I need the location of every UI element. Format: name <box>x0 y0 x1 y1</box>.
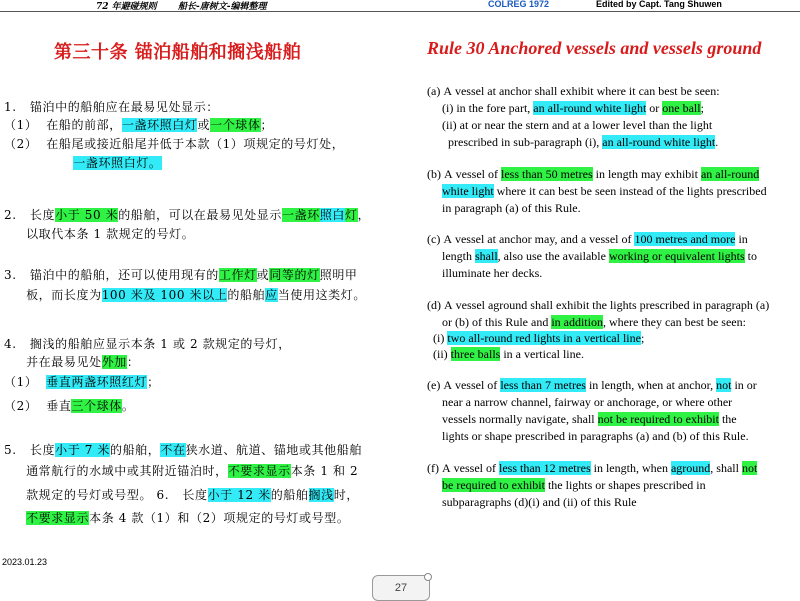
text-segment: 本条 1 和 2 <box>290 464 359 478</box>
left-text-line <box>4 397 134 415</box>
left-text-line <box>4 353 140 371</box>
highlight-cyan: 垂直两盏环照红灯 <box>46 375 148 389</box>
left-text-line <box>4 335 291 353</box>
highlight-green: 不要求显示 <box>26 511 90 525</box>
text-segment: 时， <box>333 488 359 502</box>
left-text-line <box>4 462 358 480</box>
text-segment: 并在最易见处 <box>4 355 102 369</box>
text-segment: 当使用这类灯。 <box>277 288 366 302</box>
highlight-green: an all-round <box>700 167 760 181</box>
highlight-cyan: 搁浅 <box>308 488 334 502</box>
text-segment: (d) A vessel aground shall exhibit the lights prescribed in paragraph (a) <box>427 298 770 312</box>
left-text-line <box>4 206 370 224</box>
text-segment: 或 <box>256 268 270 282</box>
highlight-green: one ball <box>662 101 701 115</box>
text-segment: ； <box>147 375 160 389</box>
page-corner-icon <box>424 573 432 581</box>
text-segment: ； <box>260 118 274 132</box>
text-segment: （2） 垂直 <box>4 399 72 413</box>
right-text-line <box>427 100 704 117</box>
page-number: 27 <box>394 582 408 594</box>
text-segment: (ii) at or near the stern and at a lower level than the light <box>427 118 713 132</box>
right-text-line <box>427 248 757 265</box>
highlight-cyan: aground <box>670 461 711 475</box>
highlight-green: three balls <box>450 347 501 361</box>
right-text-line <box>427 183 767 200</box>
highlight-cyan: two all-round red lights in a vertical line <box>447 331 641 345</box>
text-segment: 。 <box>121 399 135 413</box>
highlight-cyan: 小于 7 米 <box>55 443 110 457</box>
text-segment: (i) in the fore part, <box>427 101 534 115</box>
highlight-green: 工作灯 <box>218 268 257 282</box>
left-text-line <box>4 98 219 116</box>
right-text-line <box>427 117 712 134</box>
text-segment: in or <box>731 378 757 392</box>
text-segment: 的船舶 <box>270 488 309 502</box>
text-segment: , also use the available <box>497 249 609 263</box>
left-text-line <box>4 486 359 504</box>
text-segment: 照明甲 <box>319 268 358 282</box>
text-segment: (f) A vessel of <box>427 461 499 475</box>
left-text-line <box>4 509 349 527</box>
highlight-cyan: 不在 <box>160 443 186 457</box>
highlight-green: working or equivalent lights <box>608 249 745 263</box>
left-page-title: 第三十条 锚泊船舶和搁浅船舶 <box>54 42 302 63</box>
text-segment: 2. 长度 <box>4 208 56 222</box>
right-text-line <box>427 200 581 217</box>
text-segment: ， <box>357 208 371 222</box>
text-segment: (e) A vessel of <box>427 378 501 392</box>
text-segment: （1） 在船的前部， <box>4 118 122 132</box>
text-segment: 通常航行的水域中或其附近锚泊时， <box>4 464 228 478</box>
text-segment: (c) A vessel at anchor may, and a vessel of <box>427 232 635 246</box>
text-segment: (ii) <box>427 347 451 361</box>
highlight-green: 三个球体 <box>71 399 122 413</box>
text-segment: 或 <box>197 118 211 132</box>
header-left-editor: 船长-唐树文-编辑整理 <box>178 2 267 12</box>
text-segment: in length may exhibit <box>592 167 701 181</box>
right-text-line <box>427 314 746 331</box>
highlight-green: 同等的灯 <box>269 268 320 282</box>
highlight-cyan: 100 米及 100 米以上 <box>101 288 228 302</box>
text-segment: near a narrow channel, fairway or anchorage, or where other <box>427 395 733 409</box>
right-text-line <box>427 231 748 248</box>
text-segment: illuminate her decks. <box>427 266 543 280</box>
right-text-line <box>427 460 757 477</box>
right-text-line <box>427 394 732 411</box>
text-segment: in length, when <box>590 461 671 475</box>
left-text-line <box>38 154 162 172</box>
right-text-line <box>427 134 718 151</box>
highlight-green: not <box>741 461 758 475</box>
left-text-line <box>4 225 194 243</box>
text-segment: the lights or shapes prescribed in <box>544 478 706 492</box>
text-segment: 5. 长度 <box>4 443 56 457</box>
text-segment: prescribed in sub-paragraph (i), <box>427 135 603 149</box>
right-text-line <box>427 265 542 282</box>
highlight-green: 一盏环 <box>282 208 320 222</box>
text-segment: , shall <box>710 461 742 475</box>
text-segment: the <box>718 412 737 426</box>
text-segment: 4. 搁浅的船舶应显示本条 1 或 2 款规定的号灯， <box>4 337 291 351</box>
text-segment: ; <box>640 331 645 345</box>
text-segment <box>4 511 26 525</box>
left-text-line <box>4 441 362 459</box>
highlight-green: be required to exhibit <box>442 478 545 492</box>
highlight-cyan: 一盏环照白灯 <box>121 118 198 132</box>
highlight-cyan: white light <box>442 184 494 198</box>
text-segment <box>38 156 73 170</box>
highlight-green: 外加 <box>101 355 127 369</box>
right-text-line <box>427 166 759 183</box>
text-segment: lights or shape prescribed in paragraphs (a) and (b) of this Rule. <box>427 429 749 443</box>
right-text-line <box>427 83 720 100</box>
highlight-cyan: 小于 12 米 <box>207 488 271 502</box>
right-text-line <box>427 330 644 347</box>
text-segment: to <box>744 249 757 263</box>
highlight-cyan: shall <box>475 249 498 263</box>
highlight-cyan: 照白 <box>319 208 346 222</box>
text-segment: in a vertical line. <box>500 347 584 361</box>
left-text-line <box>4 266 358 284</box>
text-segment: 本条 4 款（1）和（2）项规定的号灯或号型。 <box>89 511 350 525</box>
header-right-editor: Edited by Capt. Tang Shuwen <box>596 0 722 9</box>
text-segment: subparagraphs (d)(i) and (ii) of this Rule <box>427 495 637 509</box>
text-segment: 款规定的号灯或号型。 6. 长度 <box>4 488 208 502</box>
text-segment <box>427 478 442 492</box>
right-text-line <box>427 494 637 511</box>
highlight-green: in addition <box>551 315 603 329</box>
left-text-line <box>4 286 366 304</box>
page-number-box[interactable] <box>372 575 430 601</box>
text-segment: （1） <box>4 375 47 389</box>
text-segment: (i) <box>427 331 448 345</box>
highlight-cyan: 应 <box>265 288 278 302</box>
text-segment: 3. 锚泊中的船舶，还可以使用现有的 <box>4 268 219 282</box>
text-segment: 的船舶，可以在最易见处显示 <box>118 208 283 222</box>
highlight-green: 不要求显示 <box>227 464 291 478</box>
footer-date: 2023.01.23 <box>2 557 48 567</box>
text-segment: （2） 在船尾或接近船尾并低于本款（1）项规定的号灯处， <box>4 137 345 151</box>
left-text-line <box>4 116 273 134</box>
highlight-cyan: an all-round white light <box>602 135 716 149</box>
highlight-green: 一个球体 <box>210 118 261 132</box>
text-segment: (a) A vessel at anchor shall exhibit where it can best be seen: <box>427 84 720 98</box>
text-segment: length <box>427 249 475 263</box>
text-segment: where it can best be seen instead of the lights prescribed <box>493 184 767 198</box>
text-segment: 狭水道、航道、锚地或其他船舶 <box>185 443 362 457</box>
text-segment: , where they can best be seen: <box>602 315 746 329</box>
text-segment: 板，而长度为 <box>4 288 102 302</box>
highlight-green: 小于 50 米 <box>55 208 119 222</box>
left-text-line <box>4 373 160 391</box>
text-segment: 的船舶 <box>227 288 266 302</box>
highlight-green: not be required to exhibit <box>597 412 719 426</box>
text-segment: . <box>715 135 719 149</box>
text-segment: or <box>646 101 663 115</box>
right-text-line <box>427 411 737 428</box>
text-segment: in length, when at anchor, <box>585 378 717 392</box>
highlight-cyan: less than 7 metres <box>500 378 586 392</box>
text-segment: vessels normally navigate, shall <box>427 412 598 426</box>
text-segment: ： <box>126 355 140 369</box>
left-text-line <box>4 135 344 153</box>
highlight-cyan: 一盏环照白灯。 <box>73 156 162 170</box>
right-page-title: Rule 30 Anchored vessels and vessels ground <box>427 38 762 58</box>
text-segment: ; <box>700 101 704 115</box>
header-left-title: 72 年避碰规则 <box>96 2 157 12</box>
text-segment <box>427 184 442 198</box>
right-text-line <box>427 428 749 445</box>
highlight-green: less than 50 metres <box>500 167 593 181</box>
text-segment: in paragraph (a) of this Rule. <box>427 201 581 215</box>
text-segment: or (b) of this Rule and <box>427 315 552 329</box>
text-segment: (b) A vessel of <box>427 167 501 181</box>
text-segment: 的船舶， <box>109 443 161 457</box>
highlight-green: 灯 <box>345 208 358 222</box>
text-segment: 以取代本条 1 款规定的号灯。 <box>4 227 195 241</box>
highlight-cyan: 100 metres and more <box>634 232 736 246</box>
right-text-line <box>427 346 584 363</box>
right-text-line <box>427 477 706 494</box>
highlight-cyan: less than 12 metres <box>498 461 591 475</box>
text-segment: in <box>735 232 748 246</box>
right-text-line <box>427 297 769 314</box>
header-center-title: COLREG 1972 <box>488 0 550 9</box>
highlight-cyan: not <box>716 378 732 392</box>
text-segment: 1. 锚泊中的船舶应在最易见处显示： <box>4 100 219 114</box>
highlight-cyan: an all-round white light <box>533 101 647 115</box>
right-text-line <box>427 377 757 394</box>
